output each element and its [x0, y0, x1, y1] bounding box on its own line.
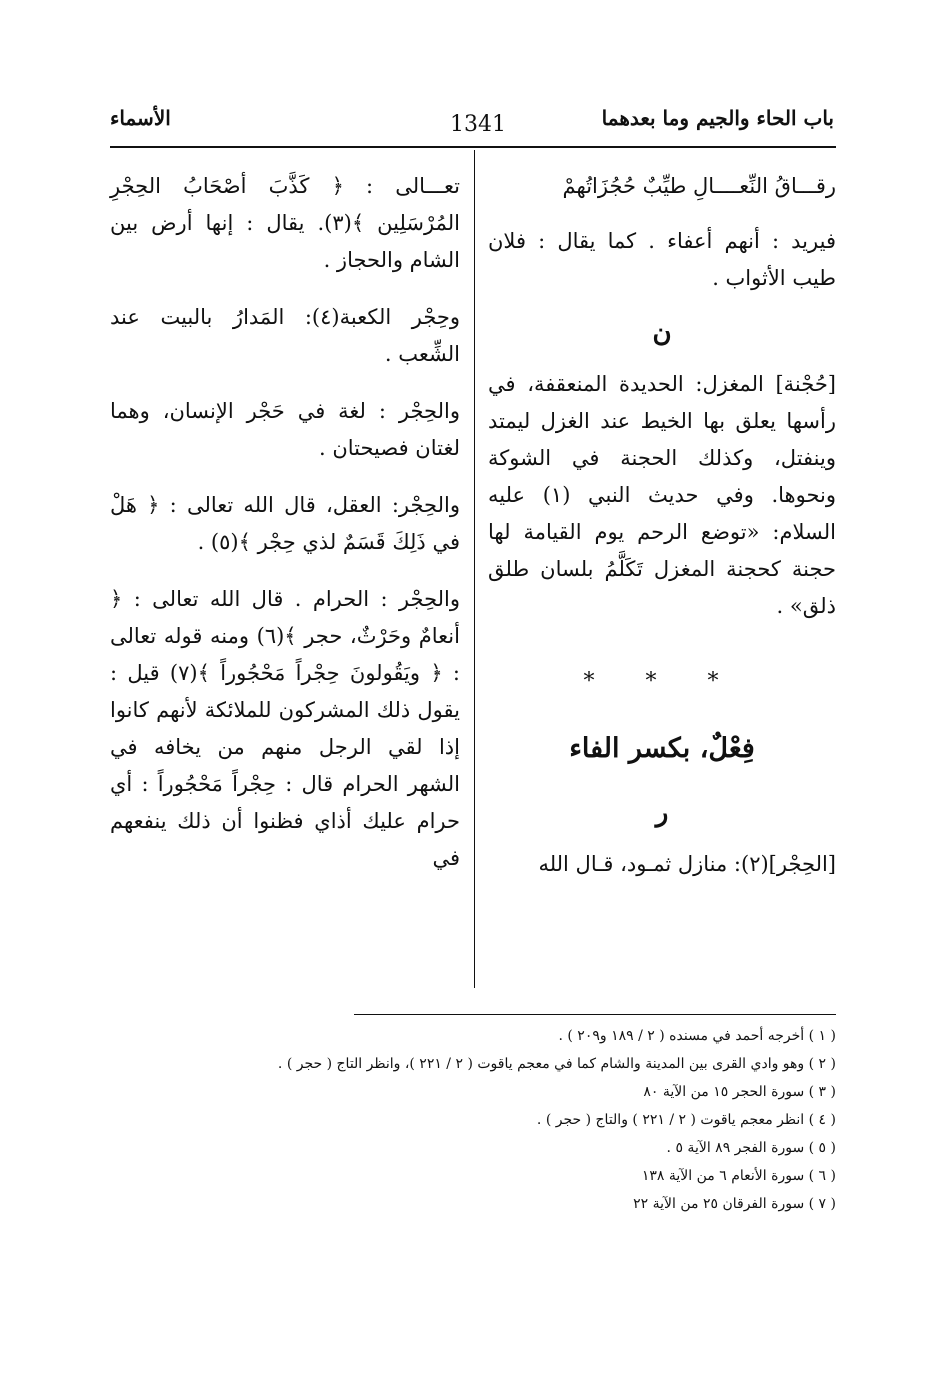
paragraph: والحِجْر: العقل، قال الله تعالى : ﴿ هَلْ في ذَلِكَ قَسَمٌ لذي حِجْر ﴾(٥) .	[110, 493, 460, 554]
footnote: ( ٤ ) انظر معجم ياقوت ( ٢ / ٢٢١ ) والتاج ( حجر ) .	[536, 1112, 836, 1128]
footnote-rule	[354, 1014, 836, 1015]
letter-heading-ra: ر	[655, 798, 669, 828]
footnote: ( ٣ ) سورة الحجر ١٥ من الآية ٨٠	[643, 1084, 836, 1100]
footnote: ( ١ ) أخرجه أحمد في مسنده ( ٢ / ١٨٩ و٢٠٩ ) .	[558, 1028, 836, 1044]
section-title: فِعْلٌ، بكسر الفاء	[569, 733, 755, 764]
footnote: ( ٢ ) وهو وادي القرى بين المدينة والشام كما في معجم ياقوت ( ٢ / ٢٢١ )، وانظر التاج ( حجر ) .	[277, 1056, 836, 1072]
footnote: ( ٧ ) سورة الفرقان ٢٥ من الآية ٢٢	[633, 1196, 836, 1212]
paragraph: والحِجْر : الحرام . قال الله تعالى : ﴿ أنعامٌ وحَرْثٌ، حجر ﴾(٦) ومنه قوله تعالى : ﴿ ويَقُولونَ حِجْراً مَحْجُوراً ﴾(٧) قيل : يقول ذلك المشركون للملائكة لأنهم كانوا إذا لقي الرجل منهم من يخافه في الشهر الحرام قال : حِجْراً مَحْجُوراً : أي حرام عليك أذاي فظنوا أن ذلك ينفعهم في	[110, 587, 460, 870]
verse-line: رقـــاقُ النِّعــــالِ طيِّبٌ حُجُزَاتُهمْ	[562, 174, 836, 198]
left-column	[110, 168, 460, 897]
paragraph: وحِجْر الكعبة(٤): المَدارُ بالبيت عند الشِّعب .	[110, 305, 460, 366]
column-divider	[474, 150, 475, 988]
paragraph: تعـــالى : ﴿ كَذَّبَ أصْحَابُ الحِجْرِ المُرْسَلِين ﴾(٣). يقال : إنها أرض بين الشام والحجاز .	[110, 174, 460, 272]
section-separator: * * *	[583, 669, 741, 694]
letter-heading-nun: ن	[652, 318, 672, 348]
header-rule	[110, 146, 836, 148]
page-number: 1341	[450, 112, 506, 137]
page-header	[110, 106, 834, 146]
paragraph: [حُجْنة] المغزل: الحديدة المنعقفة، في رأسها يعلق بها الخيط عند الغزل ليمتد وينفتل، وكذلك الحجنة في الشوكة ونحوها. وفي حديث النبي (١) عليه السلام: «توضع الرحم يوم القيامة لها حجنة كحجنة المغزل تَكَلَّمُ بلسان طلق ذلق» .	[488, 372, 836, 618]
footnote: ( ٦ ) سورة الأنعام ٦ من الآية ١٣٨	[641, 1168, 836, 1184]
running-title-left: الأسماء	[110, 106, 171, 130]
paragraph: [الحِجْر](٢): منازل ثمـود، قـال الله	[538, 852, 836, 876]
footnotes	[96, 1022, 836, 1218]
right-column	[488, 168, 836, 901]
footnote: ( ٥ ) سورة الفجر ٨٩ الآية ٥ .	[666, 1140, 836, 1156]
paragraph: فيريد : أنهم أعفاء . كما يقال : فلان طيب الأثواب .	[488, 229, 836, 290]
running-title-right: باب الحاء والجيم وما بعدهما	[601, 106, 834, 130]
paragraph: والحِجْر : لغة في حَجْر الإنسان، وهما لغتان فصيحتان .	[110, 399, 460, 460]
